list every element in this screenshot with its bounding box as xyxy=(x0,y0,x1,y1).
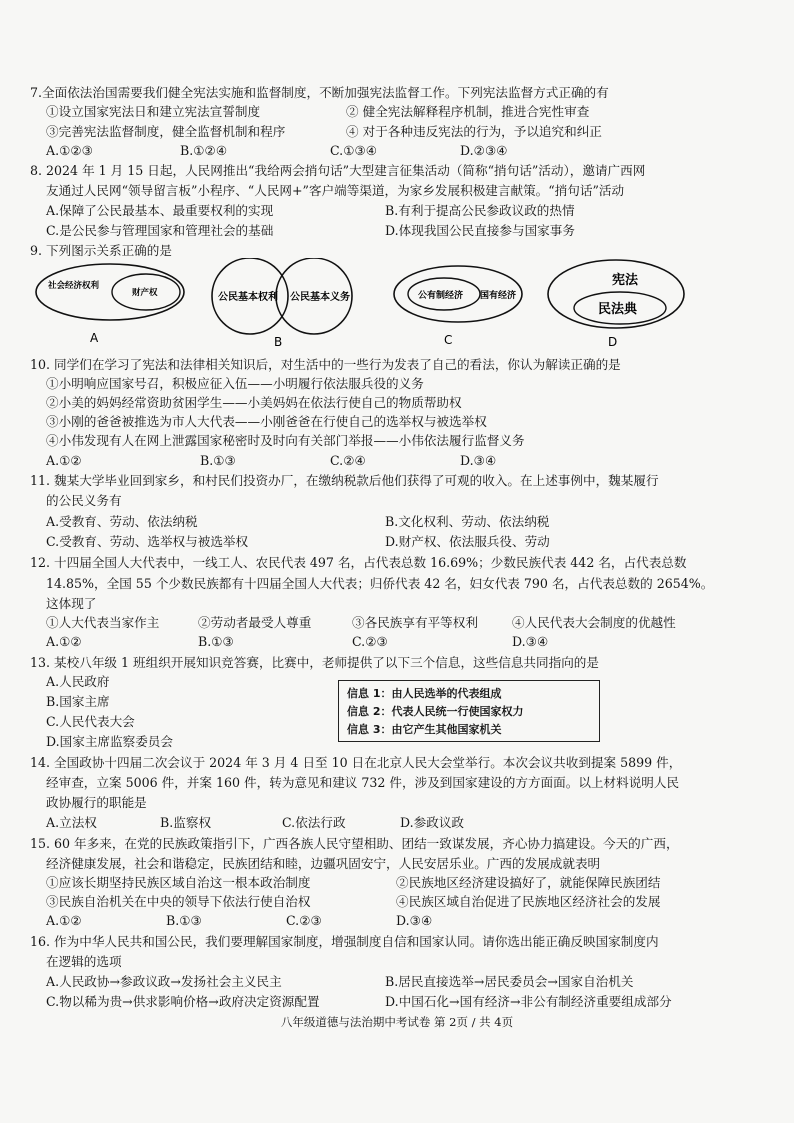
q8-stem-line2: 友通过人民网“领导留言板”小程序、“人民网+”客户端等渠道，为家乡发展积极建言献策。“捎句话”活动 xyxy=(46,183,625,198)
q16-choice-d: D.中国石化→国有经济→非公有制经济重要组成部分 xyxy=(385,994,672,1009)
q10-option-2: ②小美的妈妈经常资助贫困学生——小美妈妈在依法行使自己的物质帮助权 xyxy=(46,395,462,410)
q10-option-3: ③小刚的爸爸被推选为市人大代表——小刚爸爸在行使自己的选举权与被选举权 xyxy=(46,414,487,429)
q16-choice-b: B.居民直接选举→居民委员会→国家自治机关 xyxy=(385,974,634,989)
q9-c-inner-label: 公有制经济 xyxy=(418,291,464,301)
q12-choice-b: B.①③ xyxy=(198,634,234,649)
q7-choice-d: D.②③④ xyxy=(460,143,508,158)
q16-choice-c: C.物以稀为贵→供求影响价格→政府决定资源配置 xyxy=(46,994,320,1009)
q12-stem-line3: 这体现了 xyxy=(46,596,97,611)
q15-choice-b: B.①③ xyxy=(166,913,202,928)
q8-choice-b: B.有利于提高公民参政议政的热情 xyxy=(385,203,575,218)
q11-stem-line1: 11. 魏某大学毕业回到家乡，和村民们投资办厂，在缴纳税款后他们获得了可观的收入。在上述事例中，魏某履行 xyxy=(30,473,659,488)
q10-stem: 10. 同学们在学习了宪法和法律相关知识后，对生活中的一些行为发表了自己的看法，你认为解读正确的是 xyxy=(30,357,621,372)
q9-d-inner-label: 民法典 xyxy=(598,302,638,317)
q15-option-1: ①应该长期坚持民族区域自治这一根本政治制度 xyxy=(46,875,311,890)
q7-choice-b: B.①②④ xyxy=(180,143,228,158)
q15-option-3: ③民族自治机关在中央的领导下依法行使自治权 xyxy=(46,894,311,909)
q10-choice-a: A.①② xyxy=(46,453,82,468)
page-footer: 八年级道德与法治期中考试卷 第 2页 / 共 4页 xyxy=(280,1015,514,1029)
q8-stem-line1: 8. 2024 年 1 月 15 日起，人民网推出“我给两会捎句话”大型建言征集活动（简称“捎句话”活动），邀请广西网 xyxy=(30,163,646,178)
q15-choice-a: A.①② xyxy=(46,913,82,928)
q14-choice-c: C.依法行政 xyxy=(282,815,346,830)
q9-d-letter: D xyxy=(608,335,618,349)
q10-choice-d: D.③④ xyxy=(460,453,497,468)
q8-choice-a: A.保障了公民最基本、最重要权利的实现 xyxy=(46,203,274,218)
q7-option-1: ①设立国家宪法日和建立宪法宣誓制度 xyxy=(46,104,261,119)
q15-choice-c: C.②③ xyxy=(286,913,322,928)
q7-choice-a: A.①②③ xyxy=(46,143,93,158)
q12-stem-line2: 14.85%，全国 55 个少数民族都有十四届全国人大代表；归侨代表 42 名，妇女代表 790 名，占代表总数的 2654%。 xyxy=(46,576,714,591)
q9-a-outer-label: 社会经济权利 xyxy=(48,281,100,291)
q13-info-3: 信息 3：由它产生其他国家机关 xyxy=(347,723,502,736)
q15-option-2: ②民族地区经济建设搞好了，就能保障民族团结 xyxy=(396,875,661,890)
q12-choice-a: A.①② xyxy=(46,634,82,649)
q10-choice-c: C.②④ xyxy=(330,453,366,468)
q8-choice-d: D.体现我国公民直接参与国家事务 xyxy=(385,223,575,238)
q12-option-4: ④人民代表大会制度的优越性 xyxy=(512,615,676,630)
q9-b-right-label: 公民基本义务 xyxy=(290,292,350,303)
q9-b-left-label: 公民基本权利 xyxy=(218,292,278,303)
q11-choice-a: A.受教育、劳动、依法纳税 xyxy=(46,514,198,529)
q9-a-letter: A xyxy=(90,331,99,345)
q12-option-2: ②劳动者最受人尊重 xyxy=(198,615,312,630)
q9-diagram-a xyxy=(34,262,196,346)
q13-choice-d: D.国家主席监察委员会 xyxy=(46,734,173,749)
q12-choice-d: D.③④ xyxy=(512,634,549,649)
q16-choice-a: A.人民政协→参政议政→发扬社会主义民主 xyxy=(46,974,282,989)
q12-option-1: ①人大代表当家作主 xyxy=(46,615,160,630)
q12-stem-line1: 12. 十四届全国人大代表中，一线工人、农民代表 497 名，占代表总数 16.69%；少数民族代表 442 名，占代表总数 xyxy=(30,555,687,570)
q8-choice-c: C.是公民参与管理国家和管理社会的基础 xyxy=(46,223,274,238)
q9-a-inner-label: 财产权 xyxy=(132,288,158,298)
q9-b-letter: B xyxy=(274,335,283,349)
q14-choice-a: A.立法权 xyxy=(46,815,97,830)
q14-stem-line3: 政协履行的职能是 xyxy=(46,795,147,810)
q13-info-1: 信息 1：由人民选举的代表组成 xyxy=(347,687,502,700)
q14-choice-b: B.监察权 xyxy=(160,815,212,830)
q10-option-1: ①小明响应国家号召，积极应征入伍——小明履行依法服兵役的义务 xyxy=(46,376,424,391)
q9-diagram-c xyxy=(390,264,540,348)
q10-choice-b: B.①③ xyxy=(200,453,236,468)
q12-choice-c: C.②③ xyxy=(352,634,388,649)
q7-option-3: ③完善宪法监督制度，健全监督机制和程序 xyxy=(46,124,286,139)
q13-choice-c: C.人民代表大会 xyxy=(46,714,135,729)
q16-stem-line2: 在逻辑的选项 xyxy=(46,954,122,969)
q9-diagram-d xyxy=(546,258,696,350)
q9-d-outer-label: 宪法 xyxy=(612,273,639,288)
q14-choice-d: D.参政议政 xyxy=(400,815,465,830)
q11-choice-b: B.文化权利、劳动、依法纳税 xyxy=(385,514,550,529)
q7-stem: 7.全面依法治国需要我们健全宪法实施和监督制度，不断加强宪法监督工作。下列宪法监督方式正确的有 xyxy=(30,85,609,100)
q7-choice-c: C.①③④ xyxy=(330,143,378,158)
q13-choice-b: B.国家主席 xyxy=(46,694,110,709)
q13-info-2: 信息 2：代表人民统一行使国家权力 xyxy=(347,705,524,718)
q16-stem-line1: 16. 作为中华人民共和国公民，我们要理解国家制度，增强制度自信和国家认同。请你选出能正确反映国家制度内 xyxy=(30,934,659,949)
q15-stem-line1: 15. 60 年多来，在党的民族政策指引下，广西各族人民守望相助、团结一致谋发展，齐心协力搞建设。今天的广西， xyxy=(30,836,679,851)
q11-choice-c: C.受教育、劳动、选举权与被选举权 xyxy=(46,534,249,549)
q13-choice-a: A.人民政府 xyxy=(46,674,110,689)
q9-diagram-b xyxy=(200,258,370,350)
q9-stem: 9. 下列图示关系正确的是 xyxy=(30,243,172,258)
q11-stem-line2: 的公民义务有 xyxy=(46,493,122,508)
q14-stem-line1: 14. 全国政协十四届二次会议于 2024 年 3 月 4 日至 10 日在北京人民大会堂举行。本次会议共收到提案 5899 件， xyxy=(30,755,682,770)
q15-choice-d: D.③④ xyxy=(396,913,433,928)
q9-c-letter: C xyxy=(444,333,453,347)
q10-option-4: ④小伟发现有人在网上泄露国家秘密时及时向有关部门举报——小伟依法履行监督义务 xyxy=(46,433,525,448)
q14-stem-line2: 经审查，立案 5006 件，并案 160 件，转为意见和建议 732 件，涉及到国家建设的方方面面。以上材料说明人民 xyxy=(46,775,680,790)
q13-info-box xyxy=(338,680,600,742)
q12-option-3: ③各民族享有平等权利 xyxy=(352,615,478,630)
q7-option-2: ② 健全宪法解释程序机制，推进合宪性审查 xyxy=(346,104,590,119)
q9-c-outer-label: 国有经济 xyxy=(480,291,517,301)
q11-choice-d: D.财产权、依法服兵役、劳动 xyxy=(385,534,550,549)
q15-stem-line2: 经济健康发展，社会和谐稳定，民族团结和睦，边疆巩固安宁，人民安居乐业。广西的发展成就表明 xyxy=(46,856,601,871)
q15-option-4: ④民族区域自治促进了民族地区经济社会的发展 xyxy=(396,894,661,909)
q13-stem: 13. 某校八年级 1 班组织开展知识竞答赛，比赛中，老师提供了以下三个信息，这些信息共同指向的是 xyxy=(30,655,599,670)
q7-option-4: ④ 对于各种违反宪法的行为，予以追究和纠正 xyxy=(346,124,602,139)
